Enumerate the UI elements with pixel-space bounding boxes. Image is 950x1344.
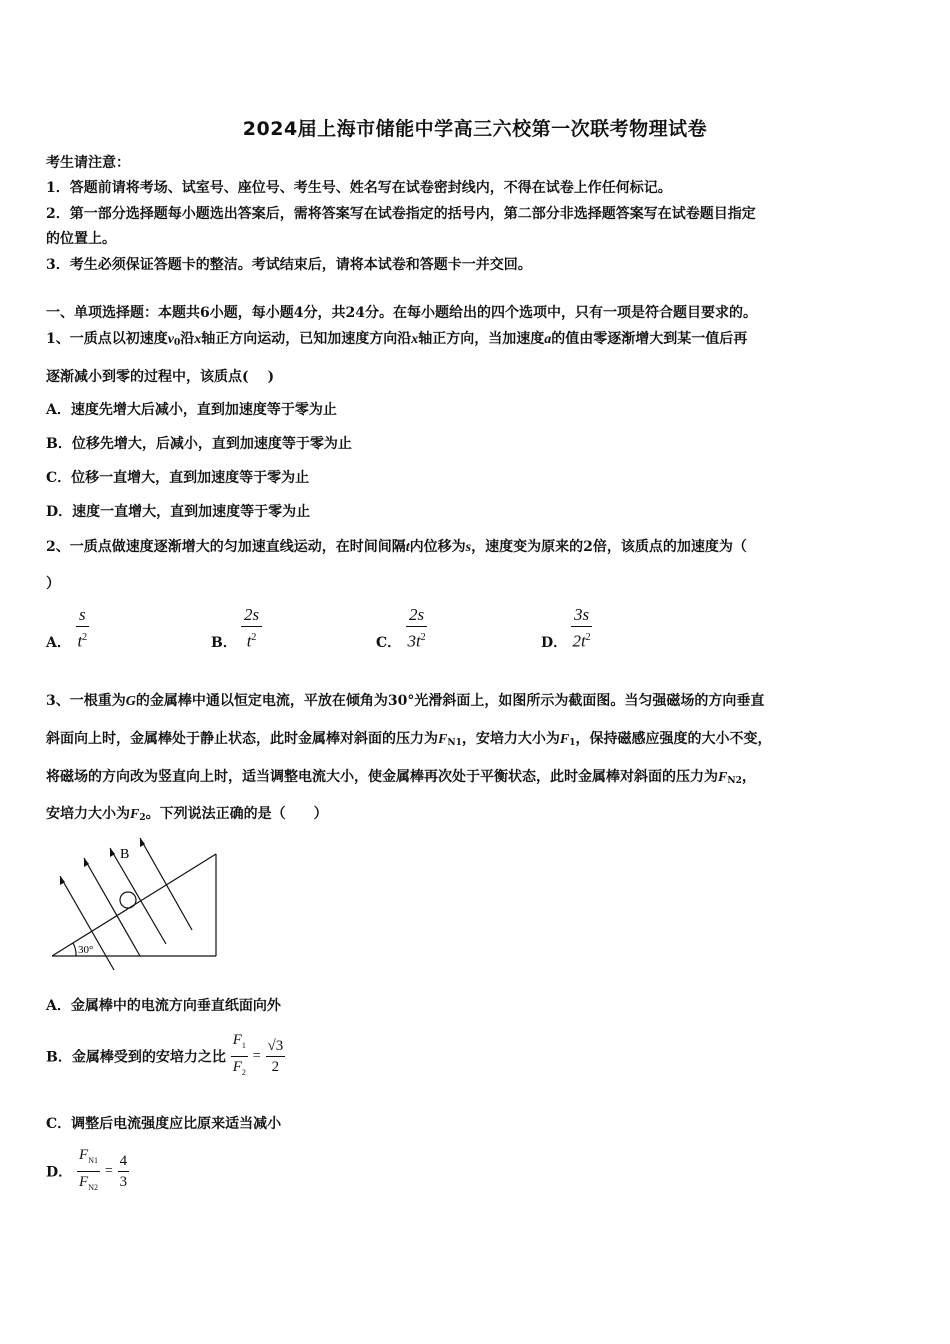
- q1-stem-line2: 逐渐减小到零的过程中，该质点( ): [46, 369, 275, 385]
- notice-heading: 考生请注意：: [46, 155, 130, 171]
- section-heading: 一、单项选择题：本题共6小题，每小题4分，共24分。在每小题给出的四个选项中，只有一项是符合题目要求的。: [46, 305, 757, 321]
- field-line-3: [110, 848, 166, 944]
- q3-option-d[interactable]: D． $\frac{F_{N1}}{F_{N2}}$ = $\frac{4}{3}$: [46, 1145, 129, 1198]
- q3-option-c[interactable]: C．调整后电流强度应比原来适当减小: [46, 1116, 282, 1132]
- q2-option-a-fraction: $\frac{s}{t^2}$: [77, 605, 88, 651]
- notice-item-3: 3．考生必须保证答题卡的整洁。考试结束后，请将本试卷和答题卡一并交回。: [46, 257, 532, 273]
- q1-stem-line1: 1、一质点以初速度$v_0$沿x轴正方向运动，已知加速度方向沿x轴正方向，当加速度a的值由零逐渐增大到某一值后再: [46, 331, 748, 348]
- q2-stem-line2: ）: [46, 576, 60, 592]
- field-label: B: [120, 847, 130, 862]
- angle-arc: [73, 943, 76, 956]
- q1-option-b[interactable]: B．位移先增大，后减小，直到加速度等于零为止: [46, 436, 352, 452]
- q2-stem-line1: 2、一质点做速度逐渐增大的匀加速直线运动，在时间间隔t内位移为s，速度变为原来的2倍，该质点的加速度为（: [46, 539, 747, 555]
- q3-option-d-lhs-fraction: $\frac{F_{N1}}{F_{N2}}$: [79, 1147, 98, 1192]
- metal-rod: [120, 892, 136, 908]
- q1-option-a[interactable]: A．速度先增大后减小，直到加速度等于零为止: [46, 402, 337, 418]
- notice-item-2: 2．第一部分选择题每小题选出答案后，需将答案写在试卷指定的括号内，第二部分非选择题答案写在试卷题目指定: [46, 206, 756, 222]
- q2-option-b-fraction: $\frac{2s}{t^2}$: [241, 604, 262, 653]
- q1-option-d[interactable]: D．速度一直增大，直到加速度等于零为止: [46, 504, 311, 520]
- q3-stem-line2: 斜面向上时，金属棒处于静止状态，此时金属棒对斜面的压力为$F_{N1}$，安培力大小为$F_1$，保持磁感应强度的大小不变，: [46, 731, 772, 748]
- q2-option-d-fraction: $\frac{3s}{2t^2}$: [572, 605, 591, 651]
- q1-option-c[interactable]: C．位移一直增大，直到加速度等于零为止: [46, 470, 310, 486]
- q3-option-a[interactable]: A．金属棒中的电流方向垂直纸面向外: [46, 998, 281, 1014]
- field-line-4: [140, 838, 192, 930]
- notice-item-1: 1．答题前请将考场、试室号、座位号、考生号、姓名写在试卷密封线内，不得在试卷上作任何标记。: [46, 180, 672, 196]
- q3-option-b[interactable]: B．金属棒受到的安培力之比 $\frac{F_1}{F_2}$ = $\frac{√3}{2}$: [46, 1030, 285, 1083]
- notice-item-2-cont: 的位置上。: [46, 231, 116, 247]
- q3-option-b-rhs-fraction: $\frac{√3}{2}$: [267, 1038, 284, 1075]
- q3-stem-line1: 3、一根重为G的金属棒中通以恒定电流，平放在倾角为30°光滑斜面上，如图所示为截面图。当匀强磁场的方向垂直: [46, 693, 765, 709]
- q2-options: A． $\frac{s}{t^2}$ B． $\frac{2s}{t^2}$ C． $\frac{2s}{3t^2}$ D． $\frac{3s}{2t^2}$: [46, 605, 591, 651]
- page-title: 2024届上海市储能中学高三六校第一次联考物理试卷: [242, 118, 708, 140]
- angle-label: 30°: [78, 944, 94, 956]
- q3-option-d-rhs-fraction: $\frac{4}{3}$: [119, 1153, 128, 1190]
- q3-stem-line4: 安培力大小为$F_2$。下列说法正确的是（ ）: [46, 806, 328, 823]
- q3-option-b-lhs-fraction: $\frac{F_1}{F_2}$: [232, 1032, 246, 1077]
- q2-option-c-fraction: $\frac{2s}{3t^2}$: [407, 605, 426, 651]
- q3-stem-line3: 将磁场的方向改为竖直向上时，适当调整电流大小，使金属棒再次处于平衡状态，此时金属棒对斜面的压力为$F_{N2}$，: [46, 769, 756, 786]
- incline-diagram: [46, 836, 226, 976]
- incline-figure: [46, 836, 226, 980]
